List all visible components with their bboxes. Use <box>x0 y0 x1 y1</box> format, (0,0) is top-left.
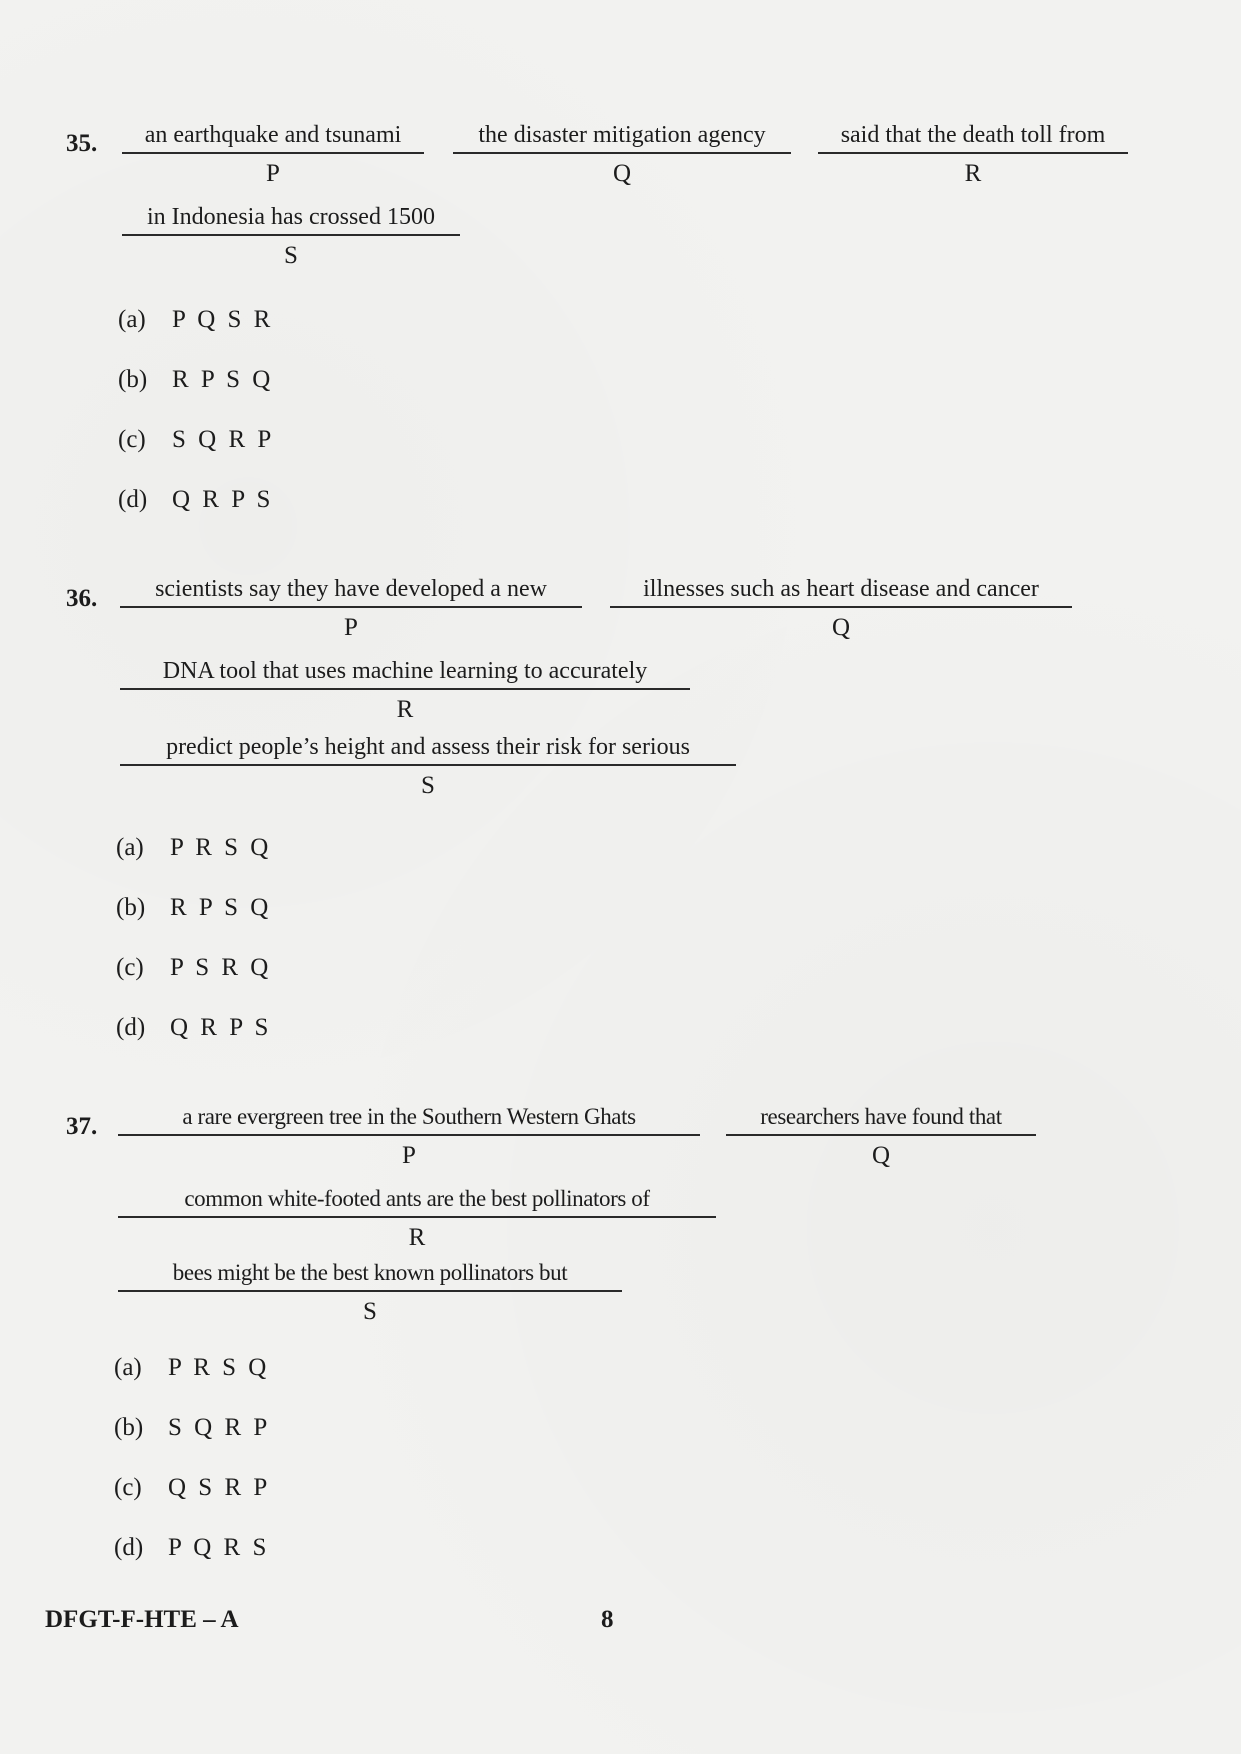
option-d: (d) Q R P S <box>118 486 274 513</box>
segment-p <box>120 574 582 642</box>
option-b: (b) S Q R P <box>114 1414 271 1441</box>
segment-label: P <box>402 1142 416 1169</box>
segment-text: in Indonesia has crossed 1500 <box>122 202 460 236</box>
segment-s <box>120 732 736 800</box>
segment-text: illnesses such as heart disease and cancer <box>610 574 1072 608</box>
segment-text: common white-footed ants are the best pollinators of <box>118 1184 716 1218</box>
segment-text: researchers have found that <box>726 1102 1036 1136</box>
segment-r <box>118 1184 716 1252</box>
segment-label: S <box>363 1298 377 1325</box>
segment-label: P <box>344 614 358 641</box>
segment-text: DNA tool that uses machine learning to accurately <box>120 656 690 690</box>
question-number: 36. <box>66 585 98 612</box>
option-c: (c) P S R Q <box>116 954 272 981</box>
segment-q <box>610 574 1072 642</box>
option-a: (a) P Q S R <box>118 306 274 333</box>
segment-text: bees might be the best known pollinators but <box>118 1258 622 1292</box>
segment-label: R <box>408 1224 426 1251</box>
segment-q <box>453 120 791 188</box>
segment-label: Q <box>831 614 851 641</box>
segment-label: R <box>964 160 982 187</box>
segment-r <box>120 656 690 724</box>
question-number: 37. <box>66 1113 98 1140</box>
footer-exam-code: DFGT-F-HTE – A <box>45 1606 239 1633</box>
segment-text: predict people’s height and assess their risk for serious <box>120 732 736 766</box>
option-a: (a) P R S Q <box>116 834 272 861</box>
option-d: (d) Q R P S <box>116 1014 272 1041</box>
segment-q <box>726 1102 1036 1170</box>
segment-s <box>118 1258 622 1326</box>
segment-label: P <box>266 160 280 187</box>
segment-r <box>818 120 1128 188</box>
segment-text: scientists say they have developed a new <box>120 574 582 608</box>
segment-label: R <box>396 696 414 723</box>
option-c: (c) S Q R P <box>118 426 275 453</box>
segment-s <box>122 202 460 270</box>
option-a: (a) P R S Q <box>114 1354 270 1381</box>
segment-label: Q <box>612 160 632 187</box>
segment-label: S <box>284 242 298 269</box>
segment-p <box>122 120 424 188</box>
footer-page-number: 8 <box>601 1606 614 1633</box>
question-number: 35. <box>66 130 98 157</box>
segment-text: a rare evergreen tree in the Southern Western Ghats <box>118 1102 700 1136</box>
segment-text: an earthquake and tsunami <box>122 120 424 154</box>
segment-text: the disaster mitigation agency <box>453 120 791 154</box>
option-c: (c) Q S R P <box>114 1474 271 1501</box>
option-d: (d) P Q R S <box>114 1534 270 1561</box>
option-b: (b) R P S Q <box>116 894 272 921</box>
segment-label: Q <box>871 1142 891 1169</box>
option-b: (b) R P S Q <box>118 366 274 393</box>
segment-text: said that the death toll from <box>818 120 1128 154</box>
segment-label: S <box>421 772 435 799</box>
segment-p <box>118 1102 700 1170</box>
